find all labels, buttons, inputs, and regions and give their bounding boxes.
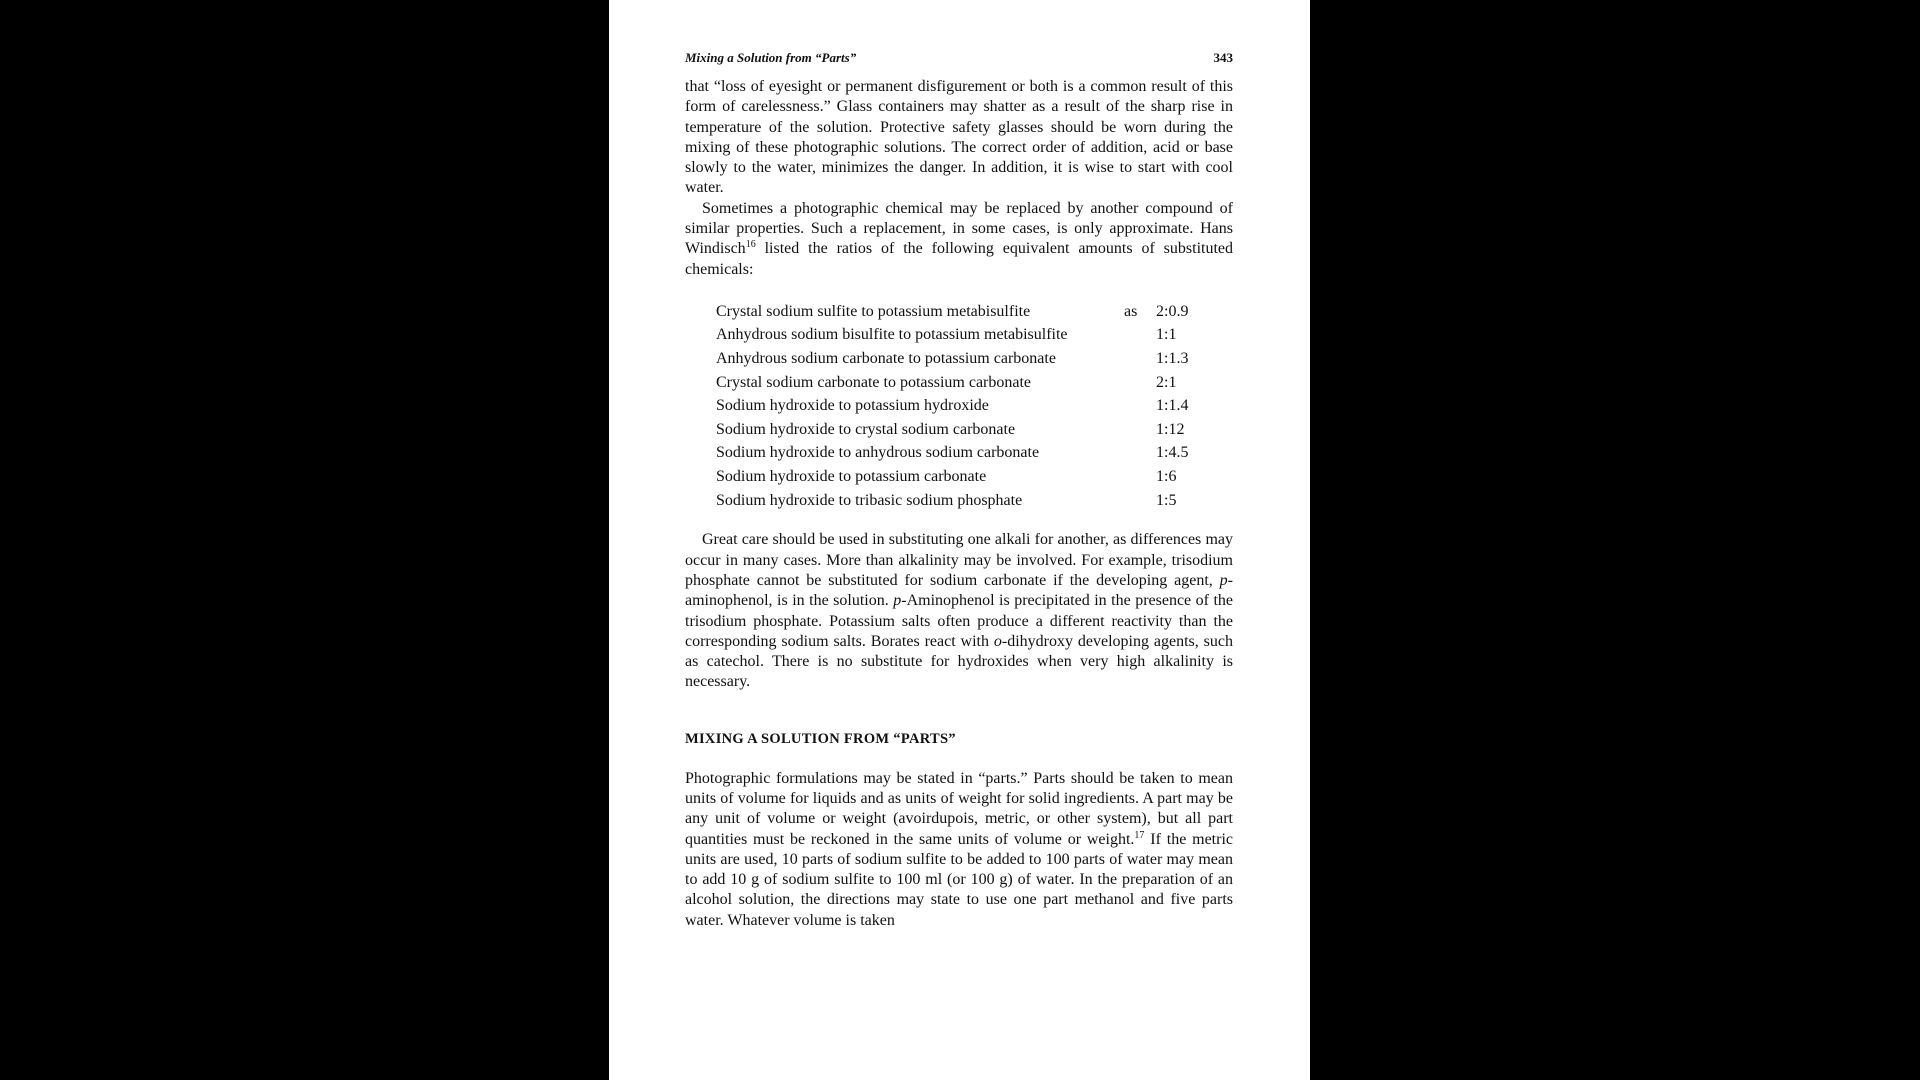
paragraph-parts-text-a: Photographic formulations may be stated in “parts.” Parts should be taken to mean units of volume for liquids and as units of weight for solid ingredients. A part may be any unit of volume or weight (avoirdupois, metric, or other system), but all part quantities must be reckoned in the same units of volume or weight. [685,769,1233,848]
equivalent-name: Crystal sodium carbonate to potassium carbonate [716,373,1032,391]
paragraph-substitution [685,199,1233,280]
equivalent-ratio: 1:1.3 [1156,349,1189,367]
paragraph-parts-text-b: If the metric units are used, 10 parts of sodium sulfite to be added to 100 parts of water may mean to add 10 g of sodium sulfite to 100 ml (or 100 g) of water. In the preparation of an alcohol solution, the directions may state to use one part methanol and five parts water. Whatever volume is taken [685,830,1233,929]
document-page [609,0,1310,1080]
equivalent-ratio: 2:1 [1156,373,1177,391]
page-number: 343 [1213,50,1233,65]
page-content [685,50,1233,931]
table-row [716,418,1216,442]
table-row [716,347,1216,371]
paragraph-safety-text: that “loss of eyesight or permanent disfigurement or both is a common result of this form of carelessness.” Glass containers may shatter as a result of the sharp rise in temperature of the solution. Protective safety glasses should be worn during the mixing of these photographic solutions. The correct order of addition, acid or base slowly to the water, minimizes the danger. In addition, it is wise to start with cool water. [685,78,1233,197]
equivalent-ratio: 1:1.4 [1156,397,1189,415]
equivalent-name: Sodium hydroxide to tribasic sodium phosphate [716,491,1023,509]
equivalent-ratio: 2:0.9 [1156,302,1189,320]
table-row [716,489,1216,513]
equivalent-ratio: 1:12 [1156,420,1185,438]
running-title: Mixing a Solution from “Parts” [685,50,857,65]
equivalent-ratio: 1:1 [1156,326,1177,344]
reference-16: 16 [745,239,756,251]
paragraph-alkali-text-c: -Aminophenol is precipitated in the presence of the trisodium phosphate. Potassium salts often produce a different reactivity than the corresponding sodium salts. Borates react with [685,592,1234,650]
equivalent-as: as [1124,302,1138,320]
equivalent-name: Sodium hydroxide to crystal sodium carbonate [716,420,1016,438]
equivalent-ratio: 1:6 [1156,467,1177,485]
table-row [716,371,1216,395]
section-heading: MIXING A SOLUTION FROM “PARTS” [685,730,956,747]
running-header [685,50,1233,72]
italic-para-prefix: p [1219,571,1228,589]
equivalent-name: Anhydrous sodium carbonate to potassium carbonate [716,349,1056,367]
equivalent-as [1124,489,1156,513]
paragraph-substitution-text-b: listed the ratios of the following equivalent amounts of substituted chemicals: [685,240,1233,278]
equivalent-as [1124,394,1156,418]
equivalent-name: Crystal sodium sulfite to potassium metabisulfite [716,302,1031,320]
equivalent-name: Anhydrous sodium bisulfite to potassium metabisulfite [716,326,1068,344]
table-row [716,394,1216,418]
table-row [716,442,1216,466]
equivalent-as [1124,418,1156,442]
paragraph-alkali-text-b: -aminophenol, is in the solution. [685,571,1233,610]
table-row [716,324,1216,348]
table-row [716,465,1216,489]
equivalent-as [1124,324,1156,348]
table-row [716,300,1216,324]
equivalent-as [1124,465,1156,489]
italic-ortho-prefix: o [993,632,1002,650]
paragraph-parts [685,769,1233,931]
paragraph-safety [685,77,1233,199]
equivalent-name: Sodium hydroxide to potassium hydroxide [716,397,989,415]
equivalent-ratio: 1:5 [1156,491,1177,509]
reference-17: 17 [1134,829,1145,841]
italic-para-prefix: p [893,592,902,610]
equivalent-name: Sodium hydroxide to anhydrous sodium carbonate [716,444,1040,462]
equivalent-as [1124,371,1156,395]
paragraph-alkali [685,530,1233,692]
paragraph-alkali-text-d: -dihydroxy developing agents, such as catechol. There is no substitute for hydroxides when very high alkalinity is necessary. [685,632,1233,691]
equivalent-as [1124,347,1156,371]
equivalents-table [716,300,1216,512]
paragraph-substitution-text-a: Sometimes a photographic chemical may be replaced by another compound of similar properties. Such a replacement, in some cases, is only approximate. Hans Windisch [685,199,1233,258]
equivalent-name: Sodium hydroxide to potassium carbonate [716,467,987,485]
equivalent-as [1124,442,1156,466]
paragraph-alkali-text-a: Great care should be used in substituting one alkali for another, as differences may occur in many cases. More than alkalinity may be involved. For example, trisodium phosphate cannot be substituted for sodium carbonate if the developing agent, [685,531,1233,589]
equivalent-ratio: 1:4.5 [1156,444,1189,462]
